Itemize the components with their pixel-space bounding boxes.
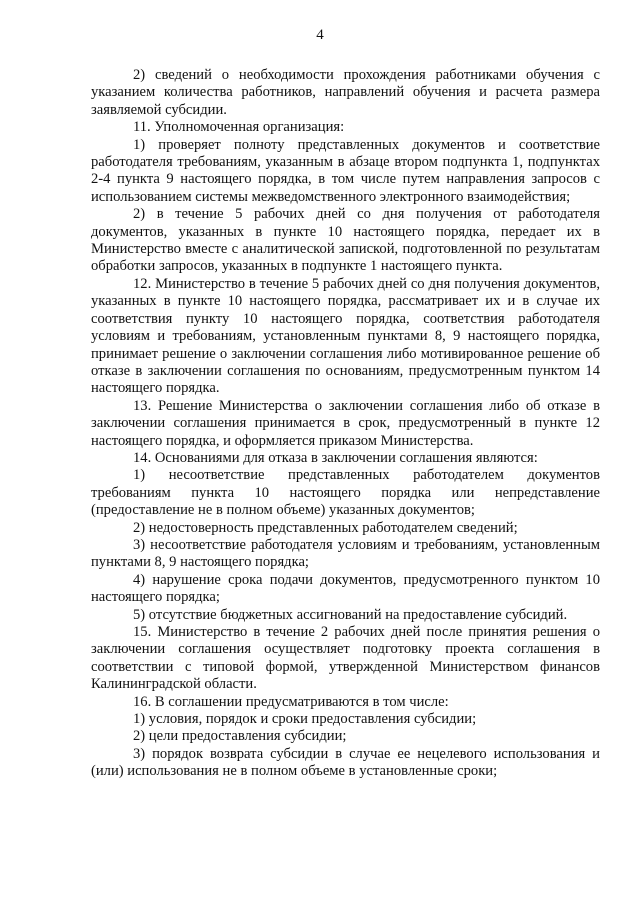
paragraph-16-heading: 16. В соглашении предусматриваются в том числе:: [133, 693, 449, 710]
paragraph-16-3: 3) порядок возврата субсидии в случае ее нецелевого использования и (или) использования не в полном объеме в установленные сроки;: [91, 745, 600, 780]
paragraph-14-heading: 14. Основаниями для отказа в заключении соглашения являются:: [133, 449, 538, 466]
paragraph-13: 13. Решение Министерства о заключении соглашения либо об отказе в заключении соглашения принимается в срок, предусмотренный в пункте 12 настоящего порядка, и оформляется приказом Министерства.: [91, 397, 600, 449]
paragraph-16-2: 2) цели предоставления субсидии;: [133, 728, 347, 745]
document-body: [91, 67, 600, 781]
paragraph-12: 12. Министерство в течение 5 рабочих дней со дня получения документов, указанных в пункте 10 настоящего порядка, рассматривает их и в случае их соответствия пункту 10 настоящего порядка, соответствия работодателя условиям и требованиям, установленным пунктами 8, 9 настоящего порядка, принимает решение о заключении соглашения либо мотивированное решение об отказе в заключении соглашения по основаниям, предусмотренным пунктом 14 настоящего порядка.: [91, 275, 600, 397]
paragraph-11-1: 1) проверяет полноту представленных документов и соответствие работодателя требованиям, указанным в абзаце втором подпункта 1, подпунктах 2-4 пункта 9 настоящего порядка, в том числе путем направления запросов с использованием системы межведомственного электронного взаимодействия;: [91, 136, 600, 205]
paragraph-16-1: 1) условия, порядок и сроки предоставления субсидии;: [133, 711, 477, 728]
paragraph-14-5: 5) отсутствие бюджетных ассигнований на предоставление субсидий.: [133, 606, 568, 623]
paragraph-14-2: 2) недостоверность представленных работодателем сведений;: [133, 519, 518, 536]
paragraph-14-4: 4) нарушение срока подачи документов, предусмотренного пунктом 10 настоящего порядка;: [91, 571, 600, 606]
paragraph-10-2: 2) сведений о необходимости прохождения работниками обучения с указанием количества работников, направлений обучения и расчета размера заявляемой субсидии.: [91, 67, 600, 118]
paragraph-11-2: 2) в течение 5 рабочих дней со дня получения от работодателя документов, указанных в пункте 10 настоящего порядка, передает их в Министерство вместе с аналитической запиской, подготовленной по результатам обработки запросов, указанных в подпункте 1 настоящего пункта.: [91, 206, 600, 275]
page-number: 4: [316, 27, 324, 43]
paragraph-14-3: 3) несоответствие работодателя условиям и требованиям, установленным пунктами 8, 9 настоящего порядка;: [91, 536, 600, 571]
paragraph-14-1: 1) несоответствие представленных работодателем документов требованиям пункта 10 настоящего порядка или непредставление (предоставление не в полном объеме) указанных документов;: [91, 467, 600, 519]
paragraph-11-heading: 11. Уполномоченная организация:: [133, 119, 345, 136]
paragraph-15: 15. Министерство в течение 2 рабочих дней после принятия решения о заключении соглашения осуществляет подготовку проекта соглашения в соответствии с типовой формой, утвержденной Министерством финансов Калининградской области.: [91, 624, 600, 693]
